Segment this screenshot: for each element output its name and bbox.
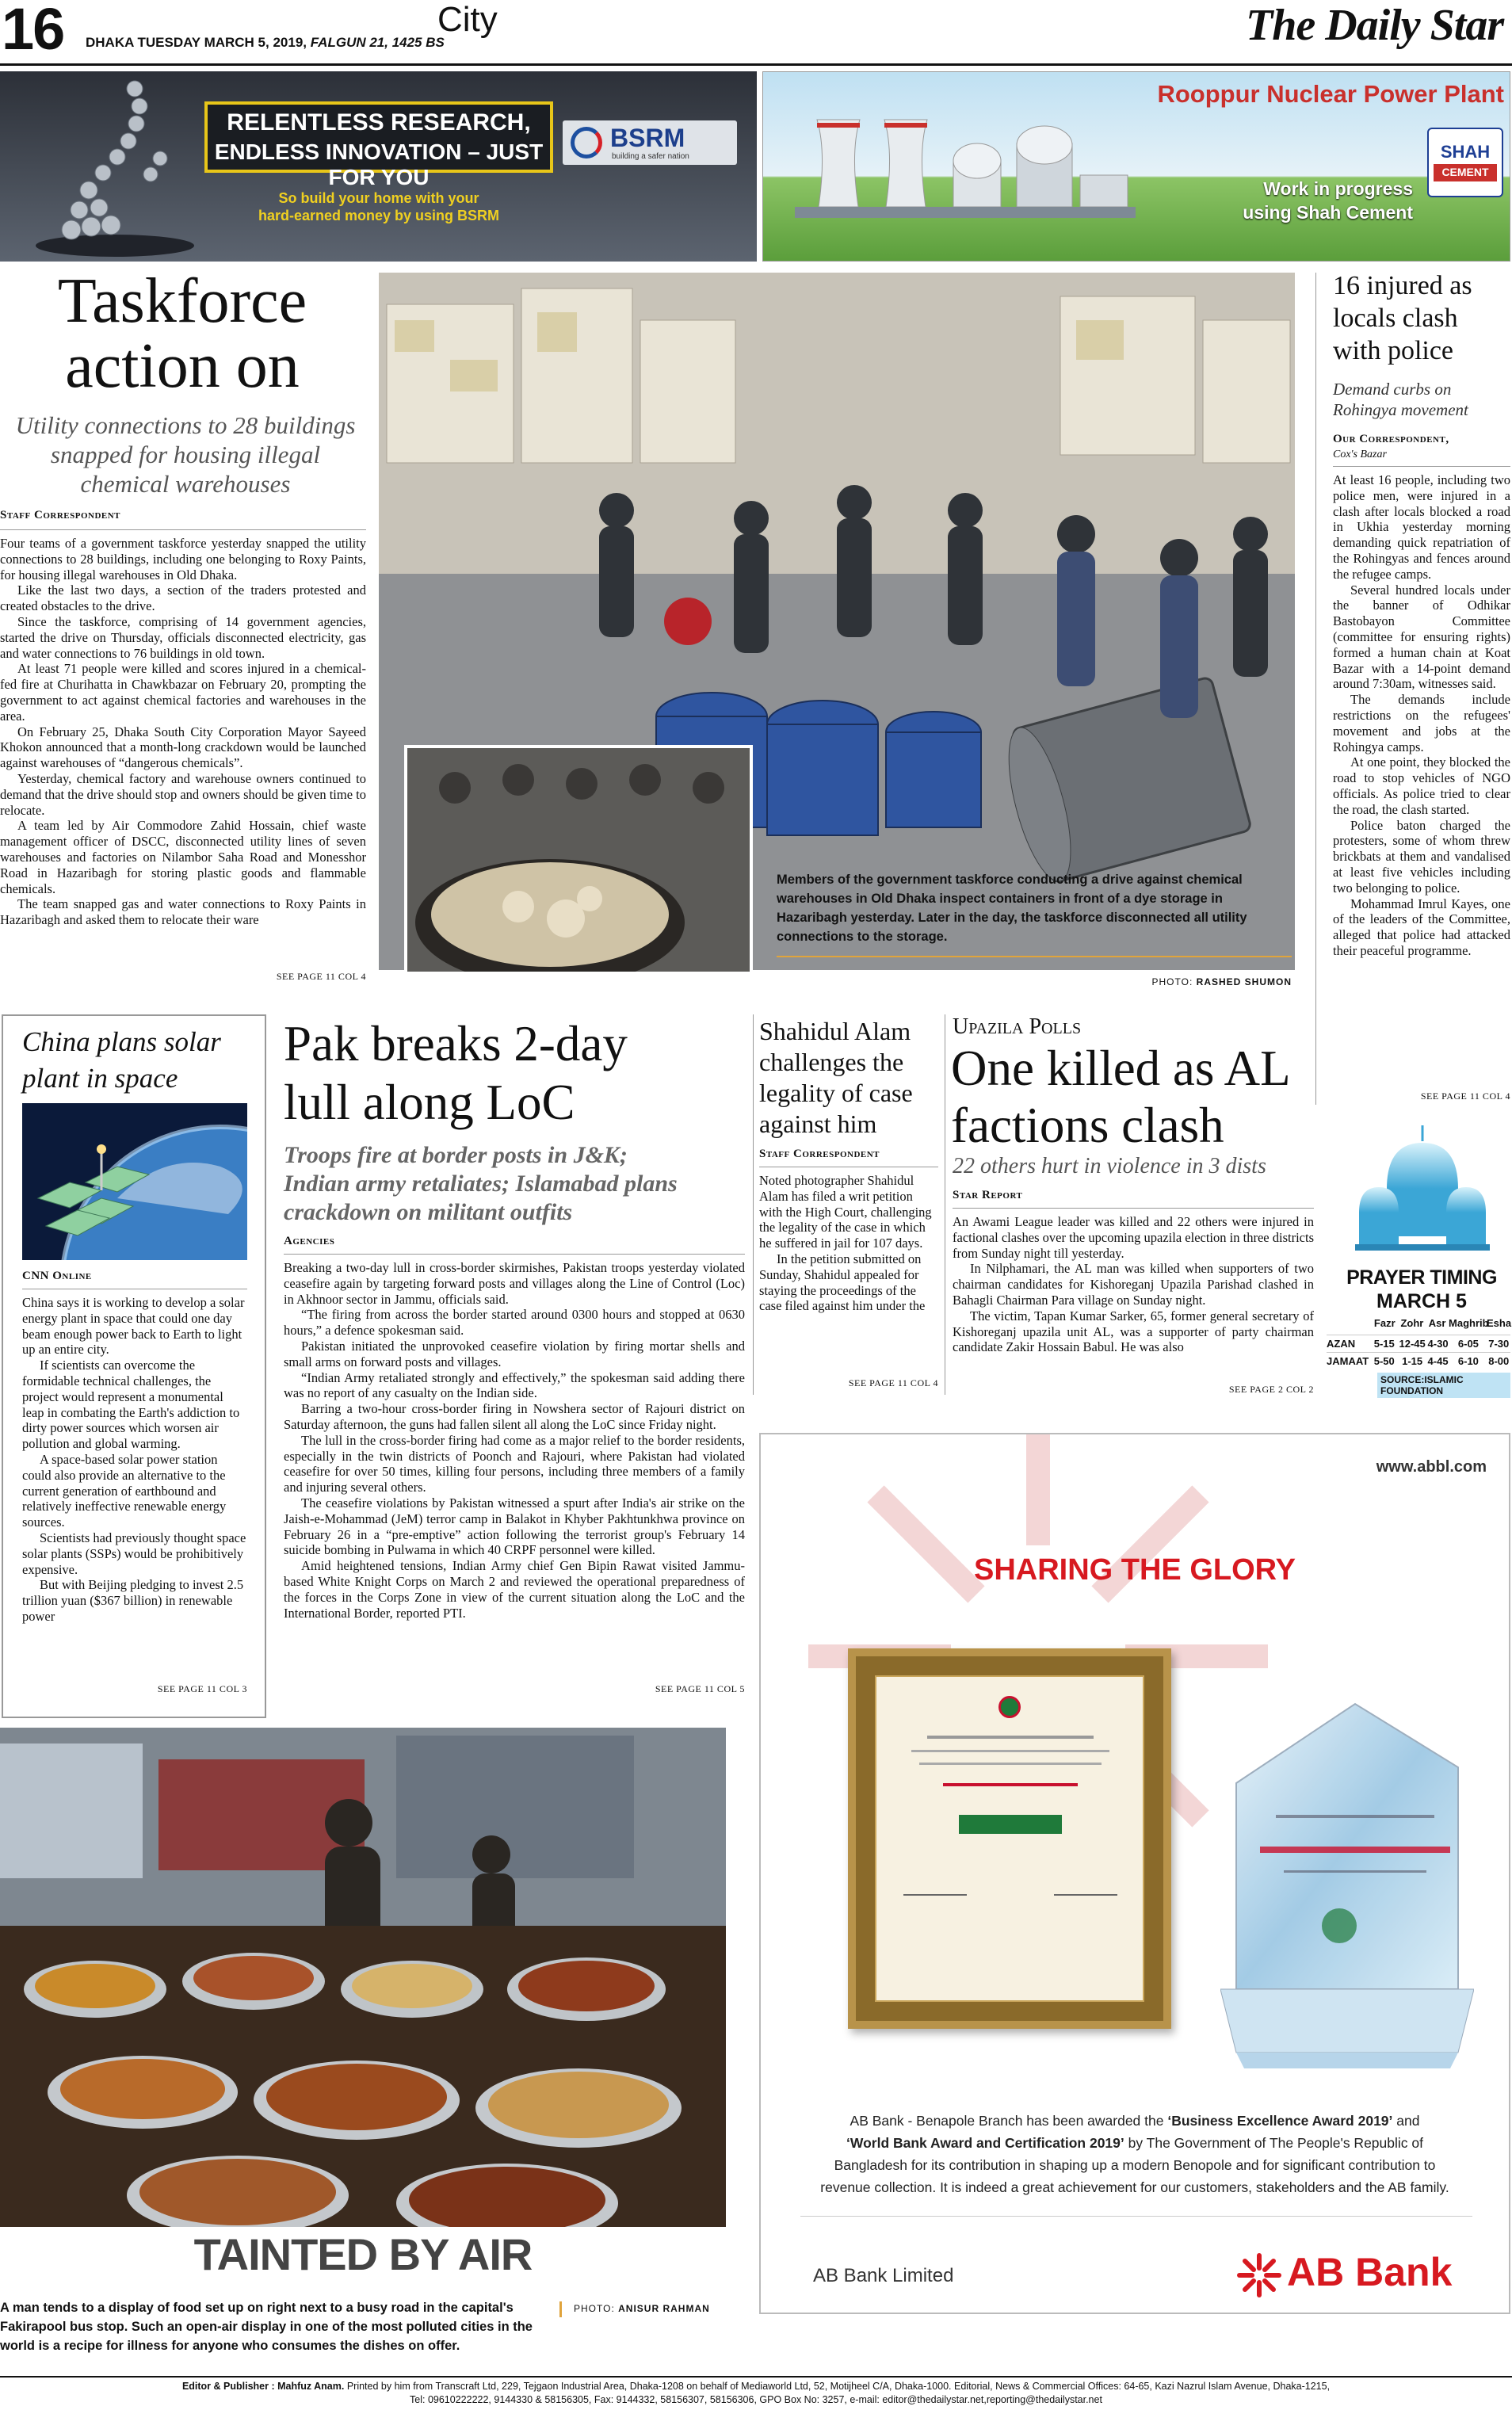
injured-p6: Mohammad Imrul Kayes, one of the leaders of the Committee, alleged that police had attacked their peaceful programme. <box>1333 896 1510 958</box>
prayer-head-esha: Esha <box>1487 1317 1512 1329</box>
page-number: 16 <box>2 0 64 62</box>
tainted-photo <box>0 1728 726 2227</box>
tainted-headline: TAINTED BY AIR <box>193 2229 533 2279</box>
bsrm-sub-1: So build your home with your <box>278 190 479 206</box>
taskforce-deck: Utility connections to 28 buildings snapped for housing illegal chemical warehouses <box>15 411 356 498</box>
upazila-see-page: SEE PAGE 2 COL 2 <box>1228 1384 1314 1395</box>
pak-headline-1: Pak breaks 2-day <box>284 1016 628 1071</box>
china-p4: Scientists had previously thought space solar plants (SSPs) would be prohibitively expensive. <box>22 1530 246 1577</box>
mosque-icon <box>1355 1117 1490 1260</box>
injured-p1: At least 16 people, including two police men, were injured in a clash after locals blocked a road in Ukhia yesterday morning demanding quick repatriation of the Rohingyas and fences around the refugee camps. <box>1333 472 1510 582</box>
taskforce-caption: Members of the government taskforce conducting a drive against chemical warehouses in Old Dhaka inspect containers in front of a dye storage in Hazaribagh yesterday. Later in the day, the taskforce disconnected all utility connections to the storage. <box>777 873 1247 944</box>
prayer-jamaat-asr: 4-45 <box>1427 1355 1449 1367</box>
bsrm-ad <box>0 71 757 262</box>
taskforce-p5: On February 25, Dhaka South City Corporation Mayor Sayeed Khokon announced that a month-long crackdown would be launched against warehouses of “dangerous chemicals”. <box>0 724 366 771</box>
taskforce-p3: Since the taskforce, comprising of 14 government agencies, started the drive on Thursday, officials disconnected electricity, gas and water connections to 76 buildings in old town. <box>0 613 366 661</box>
footer-rule <box>0 2376 1512 2378</box>
masthead <box>0 0 1512 67</box>
ab-bank-logo: AB Bank <box>1287 2250 1453 2294</box>
prayer-head-maghrib: Maghrib <box>1449 1317 1489 1329</box>
pak-p5: Barring a two-hour cross-border firing in Nowshera sector of Rajouri district on Saturday afternoon, the guns had fallen silent all along the LoC since Friday night. <box>284 1401 745 1432</box>
prayer-azan-zohr: 12-45 <box>1399 1338 1426 1350</box>
ab-bank-text-2b: by The Government of The People's Republic of <box>1124 2135 1423 2151</box>
shahidul-see-page: SEE PAGE 11 COL 4 <box>848 1377 938 1388</box>
upazila-kicker: Upazila Polls <box>953 1014 1082 1039</box>
injured-deck: Demand curbs on Rohingya movement <box>1333 380 1468 419</box>
ab-bank-text-1a: AB Bank - Benapole Branch has been awarded the <box>850 2113 1168 2129</box>
upazila-headline-2: factions clash <box>951 1098 1224 1153</box>
taskforce-p8: The team snapped gas and water connections to Roxy Paints in Hazaribagh and asked them to relocate their ware <box>0 896 366 928</box>
bsrm-headline-1: RELENTLESS RESEARCH, <box>227 109 531 136</box>
prayer-jamaat-maghrib: 6-10 <box>1457 1355 1479 1367</box>
china-p2: If scientists can overcome the formidable technical challenges, the project would represent a monumental leap in combating the Earth's addiction to dirty power sources which worsen air pollution and global warming. <box>22 1358 240 1452</box>
shah-cement-ad <box>762 71 1510 262</box>
taskforce-caption-rule <box>777 956 1292 957</box>
china-byline: CNN Online <box>22 1270 92 1282</box>
injured-p4: At one point, they blocked the road to stop vehicles of NGO officials. As police tried to clear the road, the clash started. <box>1333 754 1510 817</box>
prayer-table <box>1327 1317 1510 1398</box>
shah-line-2: using Shah Cement <box>1243 202 1413 223</box>
ab-bank-text-1c: and <box>1392 2113 1420 2129</box>
shah-logo <box>1427 128 1503 197</box>
pak-p2: “The firing from across the border started around 0300 hours and stopped at 0630 hours,” a defence spokesman said. <box>284 1307 745 1339</box>
upazila-byline-rule <box>953 1208 1314 1209</box>
china-p1: China says it is working to develop a solar energy plant in space that could one day beam enough power back to Earth to light up an entire city. <box>22 1295 245 1358</box>
ab-bank-company: AB Bank Limited <box>813 2265 954 2286</box>
ab-bank-award-1: ‘Business Excellence Award 2019’ <box>1167 2113 1393 2129</box>
taskforce-p2: Like the last two days, a section of the traders protested and created obstacles to the drive. <box>0 582 366 614</box>
injured-place: Cox's Bazar <box>1333 449 1387 460</box>
section-name: City <box>437 0 498 39</box>
pak-see-page: SEE PAGE 11 COL 5 <box>655 1683 745 1694</box>
taskforce-headline-2: action on <box>65 331 300 401</box>
pak-p8: Amid heightened tensions, Indian Army chief Gen Bipin Rawat visited Jammu-based White Knight Corps on March 2 and reviewed the operational preparedness of the forces in the Corps Zone in view of the current situation along the LoC and the International Border, reported PTI. <box>284 1558 745 1621</box>
taskforce-credit-label: PHOTO: <box>1151 976 1193 987</box>
masthead-rule <box>0 63 1512 66</box>
injured-p3: The demands include restrictions on the refugees' movement and jobs at the Rohingya camps. <box>1333 692 1510 754</box>
ab-bank-certificate <box>848 1648 1171 2029</box>
injured-body <box>1333 472 1510 959</box>
ab-bank-ad <box>759 1433 1510 2314</box>
shah-logo-2: CEMENT <box>1441 166 1489 178</box>
shahidul-body <box>759 1173 938 1314</box>
prayer-jamaat-row <box>1327 1352 1510 1369</box>
upazila-body <box>953 1214 1314 1355</box>
prayer-head-zohr: Zohr <box>1400 1317 1424 1329</box>
injured-see-page: SEE PAGE 11 COL 4 <box>1420 1090 1510 1102</box>
pak-headline-2: lull along LoC <box>284 1075 575 1130</box>
taskforce-credit-name: RASHED SHUMON <box>1196 976 1292 987</box>
bsrm-brand: BSRM <box>610 124 685 152</box>
tainted-photo-credit <box>574 2303 710 2314</box>
prayer-azan-fazr: 5-15 <box>1373 1338 1395 1350</box>
pak-p1: Breaking a two-day lull in cross-border skirmishes, Pakistan troops yesterday violated ceasefire again by targeting forward posts and villages along the Line of Control (Loc) in Akhnoor sector in Jammu, officials said. <box>284 1260 745 1307</box>
china-illustration <box>22 1103 247 1260</box>
ab-bank-slogan: SHARING THE GLORY <box>973 1553 1296 1587</box>
taskforce-headline-1: Taskforce <box>57 266 307 336</box>
tainted-credit-rule <box>559 2301 562 2317</box>
prayer-title-2: MARCH 5 <box>1376 1290 1467 1312</box>
upazila-p2: In Nilphamari, the AL man was killed when supporters of two chairman candidates for Kishoreganj Upazila Parishad clashed in Bahagli Chairman Para village on Sunday night. <box>953 1261 1314 1308</box>
pak-p3: Pakistan initiated the unprovoked ceasefire violation by firing mortar shells and small arms on forward posts and villages. <box>284 1338 745 1369</box>
ab-bank-rule <box>800 2216 1472 2217</box>
taskforce-byline: Staff Correspondent <box>0 509 121 521</box>
injured-headline: 16 injured as locals clash with police <box>1333 271 1472 365</box>
taskforce-p1: Four teams of a government taskforce yesterday snapped the utility connections to 28 buildings, including one belonging to Roxy Paints, for housing illegal warehouses in Old Dhaka. <box>0 536 366 582</box>
prayer-head-fazr: Fazr <box>1373 1317 1396 1329</box>
ab-bank-text-1 <box>761 2110 1509 2132</box>
taskforce-p4: At least 71 people were killed and scores injured in a chemical-fed fire at Churihatta in Chawkbazar on February 20, prompting the government to act against chemical factories and warehouses in the area. <box>0 661 366 724</box>
prayer-source-label: SOURCE: <box>1380 1374 1425 1385</box>
dateline <box>86 35 445 51</box>
shahidul-byline: Staff Correspondent <box>759 1148 880 1160</box>
upazila-deck: 22 others hurt in violence in 3 dists <box>953 1154 1266 1178</box>
prayer-jamaat-fazr: 5-50 <box>1373 1355 1395 1367</box>
footer-line-2: Tel: 09610222222, 9144330 & 58156305, Fax: 9144332, 58156307, 58156306, GPO Box No: 3257, e-mail: editor@thedailystar.net,reporting@thedailystar.net <box>410 2394 1102 2405</box>
taskforce-p6: Yesterday, chemical factory and warehouse owners continued to demand that the drive should stop and owners should be given time to relocate. <box>0 770 366 818</box>
prayer-azan-esha: 7-30 <box>1488 1338 1510 1350</box>
pak-p7: The ceasefire violations by Pakistan witnessed a spurt after India's air strike on the Jaish-e-Mohammad (JeM) terror camp in Balakot in Khyber Pakhtunkhwa province on February 26 in a “pre-emptive” action following the terrorist group's February 14 suicide bombing in Pulwama in which 40 CRPF personnel were killed. <box>284 1495 745 1558</box>
prayer-azan-asr: 4-30 <box>1427 1338 1449 1350</box>
ab-bank-url: www.abbl.com <box>1376 1458 1487 1476</box>
tainted-credit-name: ANISUR RAHMAN <box>618 2303 710 2314</box>
prayer-azan-row <box>1327 1335 1510 1352</box>
china-headline: China plans solar plant in space <box>22 1026 221 1094</box>
pak-deck: Troops fire at border posts in J&K; Indian army retaliates; Islamabad plans crackdown on militant outfits <box>284 1142 678 1225</box>
prayer-source <box>1377 1373 1510 1398</box>
dateline-bangla: FALGUN 21, 1425 BS <box>310 35 445 50</box>
china-p5: But with Beijing pledging to invest 2.5 trillion yuan ($367 billion) in renewable power <box>22 1577 244 1624</box>
ab-bank-award-2: ‘World Bank Award and Certification 2019’ <box>846 2135 1124 2151</box>
taskforce-body <box>0 536 366 928</box>
prayer-azan-maghrib: 6-05 <box>1457 1338 1479 1350</box>
shahidul-left-rule <box>753 1014 754 1395</box>
ab-bank-text-4: revenue collection. It is indeed a great achievement for our customers, stakeholders and the AB family. <box>820 2179 1449 2195</box>
power-plant-illustration <box>795 88 1136 246</box>
injured-p5: Police baton charged the protesters, some of whom threw brickbats at them and vandalised at least five vehicles including two belonging to police. <box>1333 817 1510 896</box>
china-see-page: SEE PAGE 11 COL 3 <box>157 1683 247 1694</box>
prayer-source-name: ISLAMIC FOUNDATION <box>1380 1374 1464 1396</box>
prayer-jamaat-zohr: 1-15 <box>1402 1355 1423 1367</box>
tainted-credit-label: PHOTO: <box>574 2303 615 2314</box>
prayer-jamaat-label: JAMAAT <box>1327 1355 1369 1367</box>
upazila-p1: An Awami League leader was killed and 22 others were injured in factional clashes over the upcoming upazila election in three districts from Sunday night till yesterday. <box>953 1214 1314 1261</box>
prayer-head-asr: Asr <box>1428 1317 1446 1329</box>
bsrm-sub-2: hard-earned money by using BSRM <box>258 208 500 223</box>
prayer-jamaat-esha: 8-00 <box>1488 1355 1510 1367</box>
shahidul-p1: Noted photographer Shahidul Alam has filed a writ petition with the High Court, challenging the legality of the case in which he suffered in jail for 107 days. <box>759 1173 932 1251</box>
shah-title: Rooppur Nuclear Power Plant <box>1157 80 1504 108</box>
shahidul-headline: Shahidul Alam challenges the legality of case against him <box>759 1017 913 1138</box>
dateline-date: DHAKA TUESDAY MARCH 5, 2019, <box>86 35 307 50</box>
bsrm-logo-icon <box>571 127 602 159</box>
bsrm-headline-2: ENDLESS INNOVATION – JUST FOR YOU <box>214 139 544 189</box>
bsrm-sculpture <box>24 71 206 262</box>
pak-byline-rule <box>284 1254 745 1255</box>
china-body <box>22 1295 247 1625</box>
right-column-rule <box>1315 273 1316 1105</box>
shah-logo-1: SHAH <box>1440 142 1491 162</box>
shah-line-1: Work in progress <box>1263 178 1413 199</box>
pak-p6: The lull in the cross-border firing had come as a major relief to the border residents, especially in the twin districts of Poonch and Rajouri, where Pakistan had violated ceasefire for over 50 times, killing four persons, including three members of a family and injuring several others. <box>284 1432 745 1495</box>
prayer-title-1: PRAYER TIMING <box>1346 1266 1497 1289</box>
prayer-azan-label: AZAN <box>1327 1338 1356 1350</box>
injured-p2: Several hundred locals under the banner of Odhikar Bastobayon Committee (committee for ensuring rights) formed a human chain at Koat Bazar with a 14-point demand around 7:30am, witnesses said. <box>1333 582 1510 692</box>
injured-byline: Our Correspondent, <box>1333 433 1449 445</box>
shahidul-p2: In the petition submitted on Sunday, Shahidul appealed for staying the proceedings of the case filed against him under the <box>759 1251 926 1314</box>
upazila-headline-1: One killed as AL <box>951 1041 1291 1096</box>
tainted-caption: A man tends to a display of food set up on right next to a busy road in the capital's Fakirapool bus stop. Such an open-air display in one of the most polluted cities in the world is a recipe for illness for anyone who consumes the dishes on offer. <box>0 2301 533 2353</box>
taskforce-see-page: SEE PAGE 11 COL 4 <box>276 971 366 982</box>
upazila-byline: Star Report <box>953 1189 1023 1201</box>
prayer-header-row <box>1327 1317 1510 1335</box>
footer-editor: Editor & Publisher : Mahfuz Anam. <box>181 2381 345 2392</box>
footer-line-1 <box>0 2381 1512 2392</box>
bsrm-brand-tag: building a safer nation <box>612 152 689 161</box>
upazila-p3: The victim, Tapan Kumar Sarker, 65, former general secretary of Kishoreganj upazila unit AL, was a supporter of party chairman candidate Zakir Hossain Babul. He was also <box>953 1308 1314 1355</box>
pak-body <box>284 1260 745 1621</box>
paper-name: The Daily Star <box>1246 1 1504 50</box>
ab-bank-text-2 <box>761 2132 1509 2154</box>
china-p3: A space-based solar power station could also provide an alternative to the current generation of earthbound and relatively ineffective renewable energy sources. <box>22 1451 227 1530</box>
pak-byline: Agencies <box>284 1235 335 1247</box>
ab-bank-text-3: Bangladesh for its contribution in shaping up a modern Benopole and for significant contribution to <box>834 2157 1436 2173</box>
injured-byline-rule <box>1333 466 1510 467</box>
taskforce-p7: A team led by Air Commodore Zahid Hossain, chief waste management officer of DSCC, disconnected utility lines of seven warehouses and factories on Nilambor Saha Road and Monesshor Road in Hazaribagh for storing plastic goods and flammable chemicals. <box>0 818 366 896</box>
ab-bank-trophy <box>1220 1688 1474 2084</box>
ab-bank-logo-icon <box>1236 2252 1282 2298</box>
taskforce-inset-photo <box>404 745 753 975</box>
footer-imprint: Printed by him from Transcraft Ltd, 229, Tejgaon Industrial Area, Dhaka-1208 on behalf of Mediaworld Ltd, 52, Motijheel C/A, Dhaka-1000. Editorial, News & Commercial Offices: 64-65, Kazi Nazrul Islam Avenue, Dhaka-1215, <box>344 2381 1331 2392</box>
taskforce-byline-rule <box>0 529 366 530</box>
pak-p4: “Indian Army retaliated strongly and effectively,” the spokesman said adding there was no report of any casualty on the Indian side. <box>284 1369 745 1401</box>
taskforce-photo-credit <box>777 976 1292 987</box>
